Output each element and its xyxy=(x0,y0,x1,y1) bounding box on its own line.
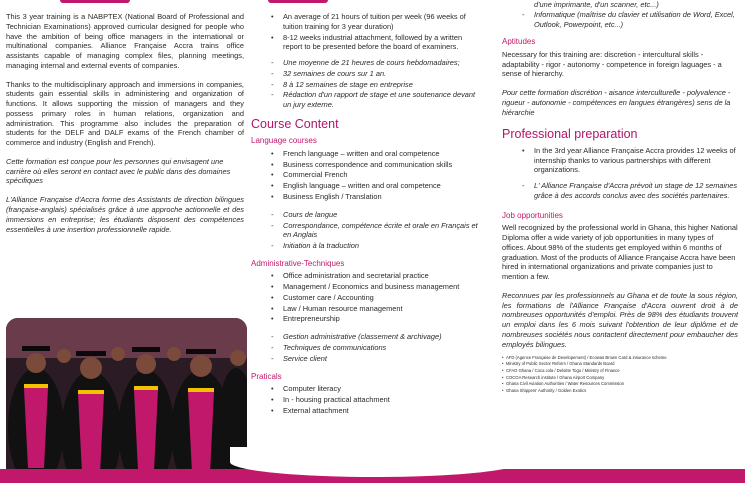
language-list-en xyxy=(251,149,483,202)
intro-paragraph-en: This 3 year training is a NABPTEX (National Board of Professional and Technician Examinations) approved curricular designed for people who have the ambition of being office managers in the international or multinational companies. Alliance Française Accra trains office assistants capable of managing complex files, planning meetings, managing internal and external events of companies. xyxy=(6,12,244,70)
approach-paragraph-en: Thanks to the multidisciplinary approach and immersions in companies, students gain essential skills in administering and organization of functions. It allows supporting the mission of managers and they possess primary roles in human relations, organization and administration. This programme also includes the preparation of students for the DELF and DALF exams of the French chamber of commerce and industry (English and French). xyxy=(6,79,244,148)
list-item: - Techniques de communications xyxy=(283,343,483,353)
aptitudes-heading: Aptitudes xyxy=(502,37,536,47)
tuition-list-fr xyxy=(251,58,483,110)
bottom-wave-decoration xyxy=(230,447,520,477)
list-item: - Informatique (maîtrise du clavier et utilisation de Word, Excel, Outlook, Powerpoint, etc...) xyxy=(534,10,738,30)
list-item: • CFAO Ghana / Coca cola / Deloitte Togo / Ministry of Finance xyxy=(506,368,738,374)
administrative-techniques-heading: Administrative-Techniques xyxy=(251,258,345,268)
course-column xyxy=(251,12,483,421)
course-content-heading: Course Content xyxy=(251,116,339,131)
list-item: • Ghana Civil Aviation Authorities / Water Resources Commission xyxy=(506,381,738,387)
graduation-photo xyxy=(6,318,247,483)
job-opportunities-text-en: Well recognized by the professional world in Ghana, this higher National Diploma offer a wide variety of job opportunities in many types of offices. About 98% of the students get employed within 6 months of graduation. Most of the products of Alliance Française Accra have been hired in international organizations and private companies just to mention a few. xyxy=(502,223,738,282)
tuition-list-en xyxy=(251,12,483,52)
language-courses-heading: Language courses xyxy=(251,136,317,146)
list-item: - Une moyenne de 21 heures de cours hebdomadaires; xyxy=(283,58,483,68)
list-item: • External attachment xyxy=(283,406,483,416)
list-item: • COCOA Research institute / Ghana Airport Company xyxy=(506,375,738,381)
list-item: - L' Alliance Française d'Accra prévoit un stage de 12 semaines grâce à des accords conclus avec des sociétés partenaires. xyxy=(534,181,738,201)
list-item: • Ghana Shippers' Authority / Golden Exotics xyxy=(506,388,738,394)
list-item: - Service client xyxy=(283,354,483,364)
computer-skills-fr-a: d'une imprimante, d'un scanner, etc...) xyxy=(534,0,659,9)
intro-paragraph-fr: Cette formation est conçue pour les personnes qui envisagent une carrière où elles seront en contact avec le public dans des domaines spécifiques xyxy=(6,156,231,186)
professional-preparation-heading: Professional preparation xyxy=(502,127,638,142)
list-item: • An average of 21 hours of tuition per week (96 weeks of tuition training for 3 year duration) xyxy=(283,12,483,32)
list-item: • Commercial French xyxy=(283,170,483,180)
intro-column xyxy=(6,12,244,243)
admin-list-en xyxy=(251,271,483,324)
list-item: • Office administration and secretarial practice xyxy=(283,271,483,281)
list-item: • Entrepreneurship xyxy=(283,314,483,324)
practicals-list xyxy=(251,384,483,415)
computer-skills-fr xyxy=(502,10,738,30)
section-tab-decoration xyxy=(60,0,130,3)
list-item: - 32 semaines de cours sur 1 an. xyxy=(283,69,483,79)
practicals-heading: Praticals xyxy=(251,371,282,381)
career-column xyxy=(502,0,738,400)
list-item: - Cours de langue xyxy=(283,210,483,220)
list-item: • English language – written and oral competence xyxy=(283,181,483,191)
admin-list-fr xyxy=(251,332,483,363)
partner-organizations xyxy=(502,355,738,394)
list-item: • AFD (Agence Française de Developement) / Ecowas Brown Card & insurance scheme xyxy=(506,355,738,361)
aptitudes-text-fr: Pour cette formation discrétion - aisance interculturelle - polyvalence - rigueur - autonomie - compétences en langues étrangères) sens de la hiérarchie xyxy=(502,88,731,117)
list-item: • Business correspondence and communication skills xyxy=(283,160,483,170)
list-item: • In - housing practical attachment xyxy=(283,395,483,405)
job-opportunities-text-fr: Reconnues par les professionnels au Ghana et de toute la sous région, les formations de l'Alliance Française d'Accra ouvrent droit à de nombreuses opportunités d'emploi. Près de 98% des étudiants trouvent un emploi dans les 6 mois suivant l'obtention de leur diplôme et de nombreuses sociétés nous contactent directement pour embaucher des employés bilingues. xyxy=(502,290,738,349)
list-item: • Ministry of Public Sector Reform / Ghana Standards Board xyxy=(506,361,738,367)
list-item: • Customer care / Accounting xyxy=(283,293,483,303)
approach-paragraph-fr: L'Alliance Française d'Accra forme des Assistants de direction bilingues (française-anglais) spécialisés grâce à une approche actionnelle et des immersions en entreprise; les étudiants disposent des compétences essentielles à une insertion professionnelle rapide. xyxy=(6,195,244,234)
language-list-fr xyxy=(251,210,483,251)
section-tab-decoration xyxy=(268,0,328,3)
internship-list-en xyxy=(502,146,738,175)
list-item: - Correspondance, compétence écrite et orale en Français et en Anglais xyxy=(283,221,483,241)
list-item: - 8 à 12 semaines de stage en entreprise xyxy=(283,80,483,90)
list-item: - Initiation à la traduction xyxy=(283,241,483,251)
list-item: • Management / Economics and business management xyxy=(283,282,483,292)
list-item: • Business English / Translation xyxy=(283,192,483,202)
list-item: • In the 3rd year Alliance Française Accra provides 12 weeks of internship thanks to various partnerships with different organizations. xyxy=(534,146,738,175)
list-item: • 8-12 weeks industrial attachment, followed by a written report to be presented before the board of examiners. xyxy=(283,33,483,53)
internship-list-fr xyxy=(502,181,738,201)
list-item: • French language – written and oral competence xyxy=(283,149,483,159)
aptitudes-text-en: Necessary for this training are: discretion - intercultural skills - adaptability - rigor - autonomy - competence in foreign laguages - a sense of hierarchy. xyxy=(502,49,722,79)
list-item: • Law / Human resource management xyxy=(283,304,483,314)
list-item: - Rédaction d'un rapport de stage et une soutenance devant un jury externe. xyxy=(283,90,483,110)
job-opportunities-heading: Job opportunities xyxy=(502,210,563,220)
list-item: • Computer literacy xyxy=(283,384,483,394)
list-item: - Gestion administrative (classement & archivage) xyxy=(283,332,483,342)
